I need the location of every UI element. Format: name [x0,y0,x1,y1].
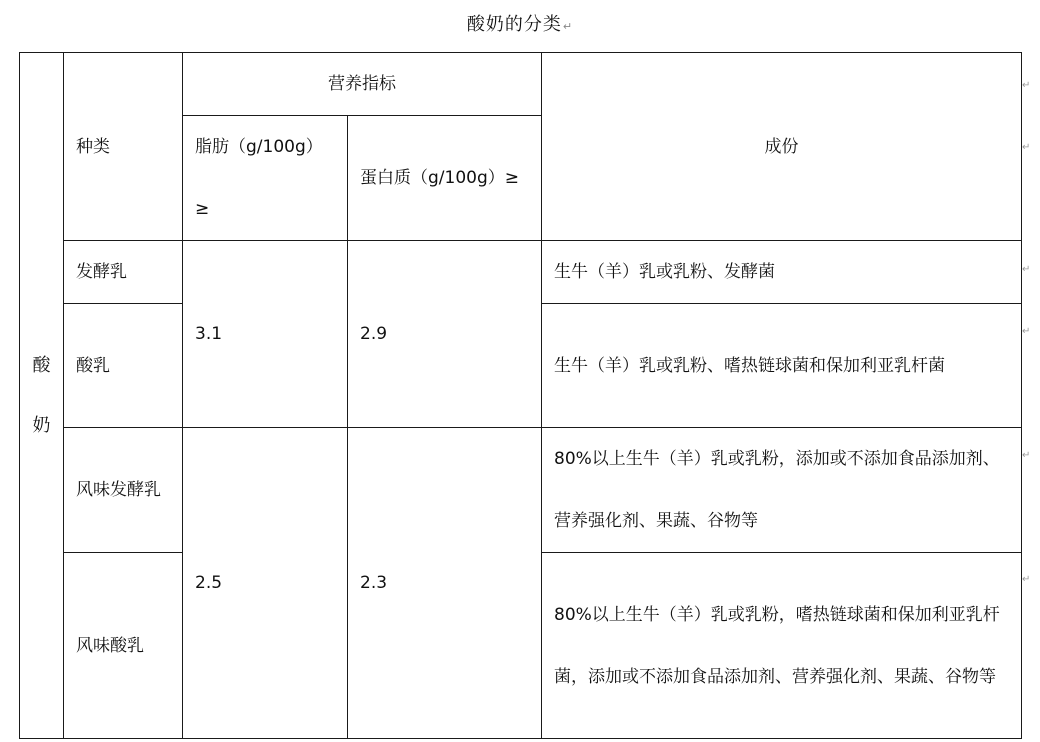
fat-cell [183,241,348,428]
header-type-label: 种类 [76,136,110,157]
header-protein-label: 蛋白质（g/100g）≥ [360,168,520,188]
header-type-cell [64,53,183,241]
fat-value: 3.1 [195,324,223,344]
row-end-mark-icon: ↵ [1022,574,1031,585]
ingredients-text: 生牛（羊）乳或乳粉、嗜热链球菌和保加利亚乳杆菌 [554,355,945,376]
type-label: 发酵乳 [76,262,127,282]
ingredients-cell [542,241,1022,304]
row-end-mark-icon: ↵ [1022,80,1031,91]
header-ingredients-label: 成份 [764,136,799,157]
header-nutrition-label: 营养指标 [328,74,396,94]
row-end-mark-icon: ↵ [1022,450,1031,461]
return-mark-icon: ↵ [562,20,574,33]
protein-cell [348,428,542,739]
ingredients-text: 80%以上生牛（羊）乳或乳粉，嗜热链球菌和保加利亚乳杆菌，添加或不添加食品添加剂、营养强化剂、果蔬、谷物等 [554,604,1000,687]
fat-cell [183,428,348,739]
header-ingredients-cell [542,53,1022,241]
type-label: 风味酸乳 [76,635,144,656]
group-label: 酸奶 [32,354,51,436]
type-cell [64,553,183,739]
header-fat-label: 脂肪（g/100g）≥ [195,137,323,219]
protein-value: 2.3 [360,573,388,593]
type-cell [64,304,183,428]
header-fat-cell [183,116,348,241]
protein-value: 2.9 [360,324,388,344]
header-protein-cell [348,116,542,241]
ingredients-text: 生牛（羊）乳或乳粉、发酵菌 [554,262,775,282]
ingredients-cell [542,428,1022,553]
protein-cell [348,241,542,428]
ingredients-cell [542,553,1022,739]
row-end-mark-icon: ↵ [1022,264,1031,275]
row-end-mark-icon: ↵ [1022,326,1031,337]
fat-value: 2.5 [195,573,223,593]
page-title: 酸奶的分类↵ [466,14,574,35]
type-label: 风味发酵乳 [76,480,161,500]
ingredients-text: 80%以上生牛（羊）乳或乳粉，添加或不添加食品添加剂、营养强化剂、果蔬、谷物等 [554,449,1000,531]
type-label: 酸乳 [76,355,110,376]
row-end-mark-icon: ↵ [1022,142,1031,153]
type-cell [64,241,183,304]
yogurt-classification-table [19,52,1022,739]
type-cell [64,428,183,553]
ingredients-cell [542,304,1022,428]
group-label-cell [20,53,64,739]
header-nutrition-cell [183,53,542,116]
